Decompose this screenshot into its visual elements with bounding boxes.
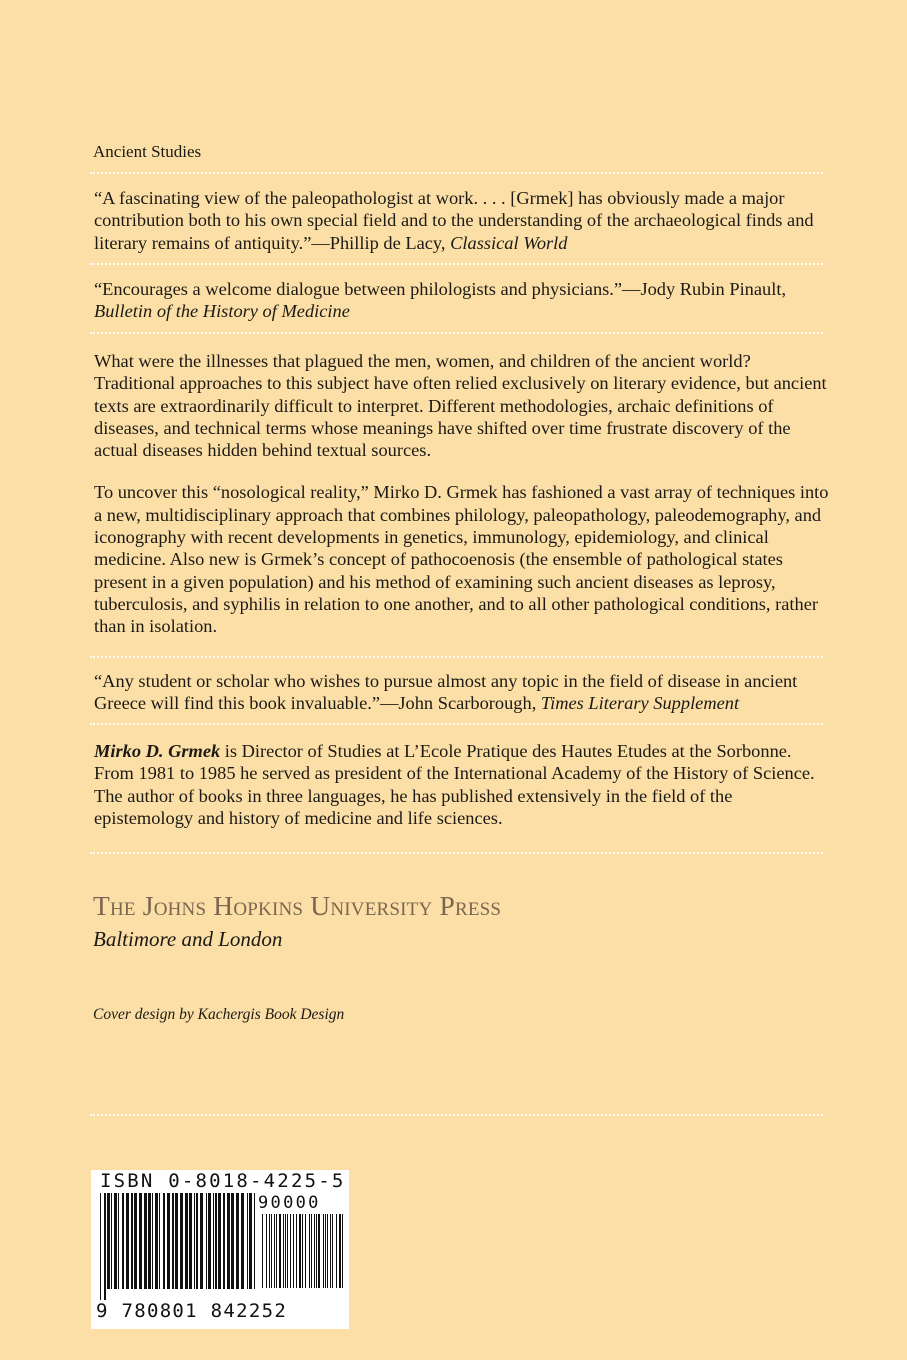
barcode-bar — [342, 1214, 343, 1288]
author-name: Mirko D. Grmek — [94, 741, 221, 761]
barcode-bar — [296, 1214, 297, 1288]
barcode-bar — [236, 1193, 239, 1289]
barcode-bar — [223, 1193, 225, 1289]
divider — [90, 1114, 823, 1116]
barcode-bar — [269, 1214, 270, 1288]
review-quote-2 — [94, 278, 829, 323]
divider — [90, 723, 823, 725]
barcode-bar — [206, 1193, 207, 1289]
barcode-bar — [276, 1214, 277, 1288]
barcode-bar — [314, 1214, 315, 1288]
barcode-bar — [266, 1214, 267, 1288]
barcode-bar — [155, 1193, 158, 1289]
barcode-bar — [122, 1193, 124, 1289]
publisher-name: The Johns Hopkins University Press — [93, 890, 502, 921]
quote-source: Classical World — [450, 232, 568, 253]
barcode-bar — [100, 1193, 101, 1301]
barcode-bar — [274, 1214, 275, 1288]
barcode-bar — [159, 1193, 160, 1289]
barcode-bar — [330, 1214, 331, 1288]
barcode-bar — [111, 1193, 112, 1289]
barcode-bar — [131, 1193, 133, 1289]
barcode-bar — [215, 1193, 217, 1289]
author-bio-text: is Director of Studies at L’Ecole Pratique des Hautes Etudes at the Sorbonne. From 1981 to 1985 he served as president of the International Academy of the History of Science. The author of books in three languages, he has published extensively in the field of the epistemology and history of medicine and life sciences. — [94, 741, 815, 828]
barcode-bar — [218, 1193, 221, 1289]
barcode-bar — [290, 1214, 291, 1288]
barcode-bar — [196, 1193, 198, 1289]
quote-source: Bulletin of the History of Medicine — [94, 301, 350, 322]
barcode-bar — [318, 1214, 320, 1288]
barcode-bar — [299, 1214, 301, 1288]
barcode-bar — [309, 1214, 310, 1288]
review-quote-1 — [94, 187, 829, 254]
quote-source: Times Literary Supplement — [540, 693, 740, 714]
divider — [90, 263, 823, 265]
cover-design-credit: Cover design by Kachergis Book Design — [93, 1006, 345, 1023]
price-addon-barcode — [262, 1214, 348, 1300]
barcode-bar — [194, 1193, 195, 1289]
quote-text: “A fascinating view of the paleopathologist at work. . . . [Grmek] has obviously made a major contribution both to his own special field and to the understanding of the archaeological finds and literary remains of antiquity.”—Phillip de Lacy, — [94, 188, 814, 253]
barcode-bar — [134, 1193, 137, 1289]
series-label: Ancient Studies — [93, 142, 202, 161]
divider — [90, 332, 823, 334]
barcode-bar — [247, 1193, 248, 1289]
barcode-bar — [287, 1214, 288, 1288]
barcode-bar — [200, 1193, 203, 1289]
barcode-bar — [283, 1214, 284, 1288]
author-bio — [94, 740, 829, 829]
barcode-bar — [231, 1193, 234, 1289]
divider — [90, 852, 823, 854]
divider — [90, 656, 823, 658]
barcode-bar — [208, 1193, 211, 1289]
barcode-bar — [336, 1214, 337, 1288]
barcode-bar — [139, 1193, 142, 1289]
barcode-bar — [254, 1193, 255, 1289]
barcode-bar — [325, 1214, 326, 1288]
barcode-bar — [316, 1214, 317, 1288]
barcode-bar — [172, 1193, 174, 1289]
barcode-bar — [279, 1214, 281, 1288]
barcode-bar — [175, 1193, 178, 1289]
barcode-bar — [167, 1193, 170, 1289]
barcode-bar — [305, 1214, 306, 1288]
price-code: 90000 — [258, 1193, 321, 1213]
barcode-bar — [185, 1193, 188, 1289]
description-paragraph-1: What were the illnesses that plagued the men, women, and children of the ancient world? Traditional approaches to this subject have often relied exclusively on literary evidence, but ancient texts are extraordinarily difficult to interpret. Different methodologies, archaic definitions of diseases, and technical terms whose meanings have shifted over time frustrate discovery of the actual diseases hidden behind textual sources. — [94, 351, 827, 461]
quote-text: “Any student or scholar who wishes to pursue almost any topic in the field of disease in ancient Greece will find this book invaluable.”—John Scarborough, — [94, 671, 798, 714]
book-description — [94, 350, 829, 638]
quote-text: “Encourages a welcome dialogue between philologists and physicians.”—Jody Rubin Pinault, — [94, 279, 787, 299]
review-quote-3 — [94, 670, 829, 715]
barcode-bar — [126, 1193, 129, 1289]
barcode-bar — [271, 1214, 272, 1288]
barcode-bar — [104, 1193, 106, 1301]
barcode-bar — [114, 1193, 117, 1289]
barcode-bar — [339, 1214, 341, 1288]
publisher-place: Baltimore and London — [93, 927, 283, 951]
barcode-bar — [148, 1193, 151, 1289]
ean-barcode — [100, 1193, 260, 1301]
barcode-bar — [107, 1193, 110, 1289]
ean-number: 9 780801 842252 — [96, 1300, 288, 1322]
barcode-bar — [249, 1193, 252, 1289]
barcode-bar — [227, 1193, 230, 1289]
barcode-bar — [241, 1193, 244, 1289]
barcode-bar — [293, 1214, 294, 1288]
barcode-bar — [323, 1214, 324, 1288]
barcode-bar — [285, 1214, 286, 1288]
barcode-bar — [311, 1214, 312, 1288]
barcode-bar — [327, 1214, 328, 1288]
barcode-bar — [118, 1193, 119, 1289]
barcode-bar — [152, 1193, 153, 1289]
divider — [90, 172, 823, 174]
barcode-bar — [180, 1193, 183, 1289]
isbn-number: ISBN 0-8018-4225-5 — [100, 1170, 346, 1192]
barcode-bar — [213, 1193, 214, 1289]
barcode-bar — [332, 1214, 333, 1288]
barcode-bar — [262, 1214, 263, 1288]
barcode-bar — [302, 1214, 303, 1288]
barcode-bar — [189, 1193, 192, 1289]
barcode-bar — [144, 1193, 147, 1289]
barcode-bar — [163, 1193, 165, 1289]
description-paragraph-2: To uncover this “nosological reality,” Mirko D. Grmek has fashioned a vast array of techniques into a new, multidisciplinary approach that combines philology, paleopathology, paleodemography, and iconography with recent developments in genetics, immunology, epidemiology, and clinical medicine. Also new is Grmek’s concept of pathocoenosis (the ensemble of pathological states present in a given population) and his method of examining such ancient diseases as leprosy, tuberculosis, and syphilis in relation to one another, and to all other pathological conditions, rather than in isolation. — [94, 482, 829, 637]
